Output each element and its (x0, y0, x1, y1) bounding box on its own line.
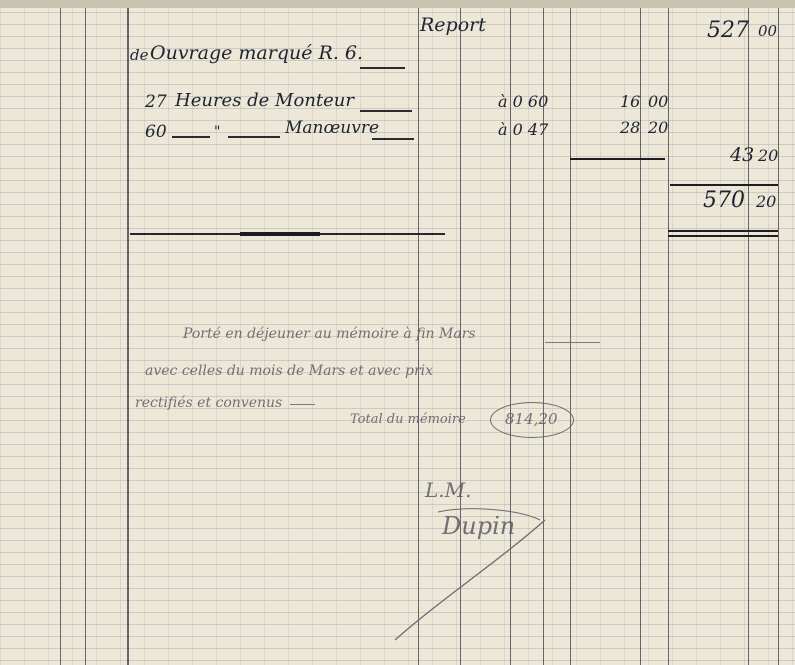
line1-amount: 16 (620, 92, 641, 111)
signature-initials: L.M. (425, 478, 472, 502)
note-line-2: avec celles du mois de Mars et avec prix (145, 363, 434, 379)
subtotal-amount: 43 (730, 144, 755, 166)
line2-cents: 20 (648, 118, 669, 137)
line2-rate: à 0 47 (498, 120, 549, 139)
note-line-1: Porté en déjeuner au mémoire à fin Mars (183, 326, 476, 342)
note-line-3: rectifiés et convenus (135, 395, 283, 411)
total-cents: 20 (756, 192, 777, 211)
line1-label: Heures de Monteur (175, 90, 354, 111)
item-ref: de (130, 46, 149, 64)
line1-rate: à 0 60 (498, 92, 549, 111)
line1-qty: 27 (145, 92, 167, 112)
line1-cents: 00 (648, 92, 669, 111)
report-heading: Report (420, 14, 486, 36)
line2-ditto: " (214, 124, 221, 140)
subtotal-cents: 20 (758, 146, 779, 165)
carried-cents: 00 (758, 22, 778, 40)
memo-total-value: 814,20 (505, 410, 558, 428)
line2-amount: 28 (620, 118, 641, 137)
signature-name: Dupin (442, 512, 516, 540)
memo-total-label: Total du mémoire (350, 412, 466, 427)
total-amount: 570 (703, 188, 745, 213)
carried-amount: 527 (707, 18, 749, 43)
line2-qty: 60 (145, 122, 167, 142)
item-description: Ouvrage marqué R. 6. (150, 42, 364, 64)
line2-label: Manœuvre (285, 118, 380, 138)
